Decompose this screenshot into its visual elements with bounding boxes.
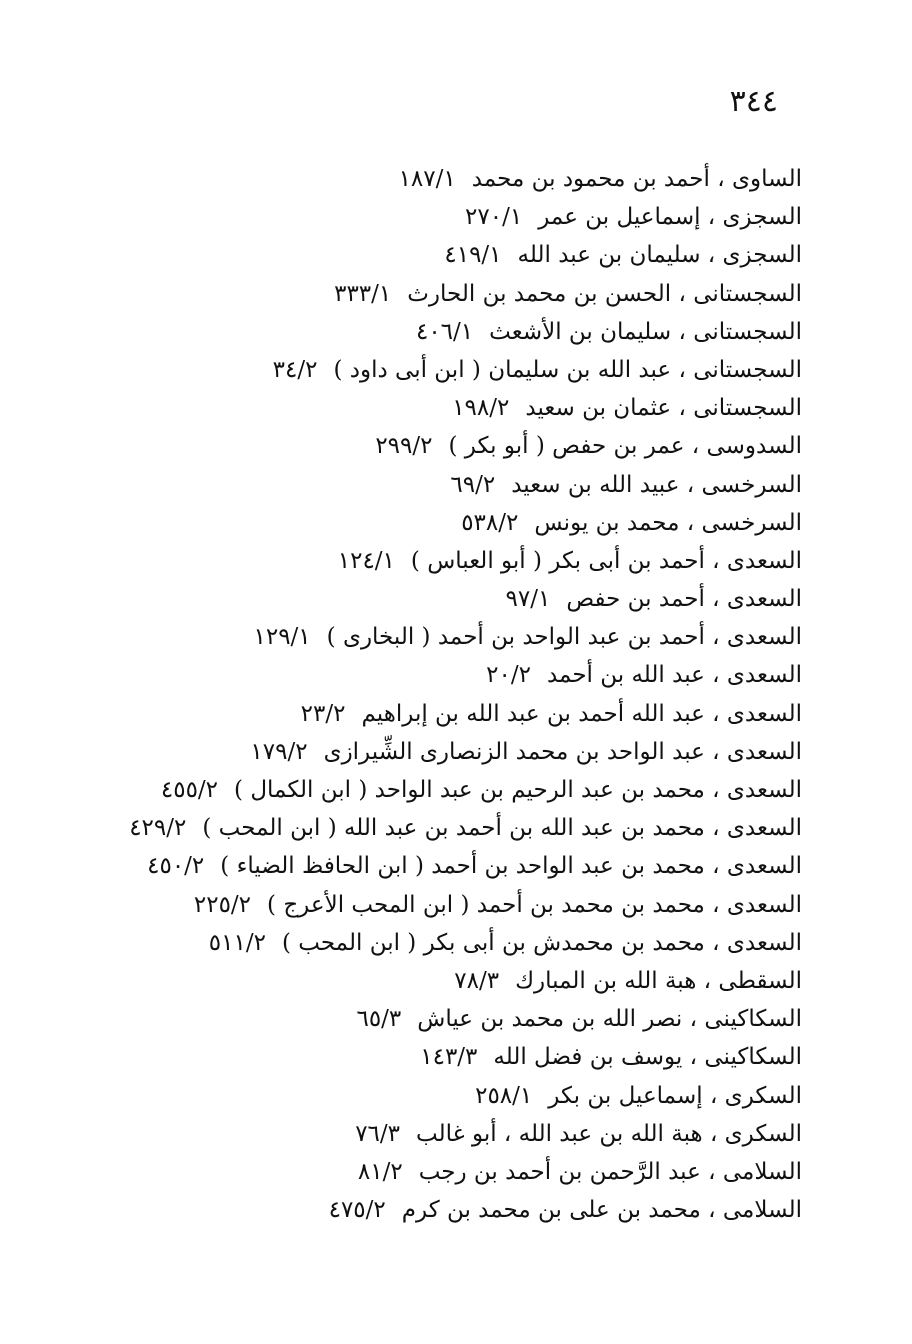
index-entry [62,771,802,809]
entry-name: السرخسى ، محمد بن يونس [534,509,802,536]
entry-name: السجستانى ، عثمان بن سعيد [525,395,802,422]
entry-name: السجستانى ، الحسن بن محمد بن الحارث [407,280,802,307]
index-entry [62,886,802,924]
entry-name: السكرى ، هبة الله بن عبد الله ، أبو غالب [416,1120,802,1147]
index-entry [62,695,802,733]
entry-ref: ٢٠/٢ [486,662,531,689]
index-entry [62,847,802,885]
index-entry [62,466,802,504]
entry-name: السجستانى ، عبد الله بن سليمان ( ابن أبى داود ) [333,356,802,383]
entry-ref: ١٧٩/٢ [250,738,308,765]
entry-ref: ٤٥٥/٢ [160,777,219,803]
index-entry [62,924,802,962]
entry-name: السكاكينى ، نصر الله بن محمد بن عياش [417,1006,802,1033]
entry-name: الساوى ، أحمد بن محمود بن محمد [471,166,802,192]
entry-name: السعدى ، عبد الواحد بن محمد الزنصارى الشِّيرازى [323,738,802,765]
entry-name: السعدى ، عبد الله بن أحمد [546,662,802,689]
entry-ref: ٤٠٦/١ [415,318,474,345]
index-entry [62,389,802,427]
entry-ref: ٣٤/٢ [272,356,318,383]
index-entry [62,1153,802,1191]
index-entry [62,504,802,542]
index-entry [62,275,802,313]
index-entry [62,733,802,771]
entry-name: السعدى ، محمد بن محمد بن أحمد ( ابن المحب الأعرج ) [267,891,802,918]
entry-name: السعدى ، أحمد بن حفص [566,586,802,613]
index-entry [62,198,802,236]
entry-ref: ٢٢٥/٢ [193,891,252,918]
index-entry [62,313,802,351]
entry-name: السعدى ، محمد بن عبد الرحيم بن عبد الواحد ( ابن الكمال ) [234,777,802,803]
index-entry [62,427,802,465]
entry-name: السجستانى ، سليمان بن الأشعث [489,318,802,345]
index-entry [62,618,802,656]
entry-name: السرخسى ، عبيد الله بن سعيد [511,471,802,498]
index-entry [62,656,802,694]
page-number: ٣٤٤ [729,84,778,119]
entry-ref: ٦٩/٢ [450,471,496,498]
index-entry [62,542,802,580]
entry-ref: ٥١١/٢ [208,929,266,956]
entry-ref: ١٤٣/٣ [420,1044,478,1071]
entry-name: السعدى ، أحمد بن أبى بكر ( أبو العباس ) [410,547,802,574]
entry-name: السلامى ، عبد الرَّحمن بن أحمد بن رجب [418,1158,802,1185]
entry-ref: ٧٨/٣ [454,967,500,994]
index-entry [62,1000,802,1038]
entry-ref: ٤٢٩/٢ [129,815,187,842]
entry-ref: ٤٥٠/٢ [147,853,205,880]
entry-ref: ٧٦/٣ [355,1120,400,1147]
index-entry [62,580,802,618]
entry-ref: ١٨٧/١ [398,166,456,192]
entry-name: السعدى ، محمد بن محمدش بن أبى بكر ( ابن المحب ) [281,929,802,956]
index-entry [62,1115,802,1153]
index-entry [62,962,802,1000]
entry-ref: ١٢٩/١ [253,624,311,651]
entry-ref: ٢٩٩/٢ [375,433,433,460]
entry-name: السلامى ، محمد بن على بن محمد بن كرم [401,1197,802,1224]
entry-ref: ٦٥/٣ [356,1006,402,1033]
index-entry [62,1038,802,1076]
entry-name: السجزى ، سليمان بن عبد الله [517,242,802,269]
entry-name: السجزى ، إسماعيل بن عمر [538,204,802,231]
entry-ref: ٢٧٠/١ [465,204,523,231]
index-entry [62,236,802,274]
entry-ref: ٣٣٣/١ [334,280,392,307]
entry-ref: ٥٣٨/٢ [461,509,519,536]
entry-ref: ١٩٨/٢ [452,395,510,422]
entry-name: السدوسى ، عمر بن حفص ( أبو بكر ) [448,433,802,460]
entry-name: السعدى ، محمد بن عبد الله بن أحمد بن عبد الله ( ابن المحب ) [202,815,802,842]
entry-ref: ٩٧/١ [505,586,551,613]
index-entry [62,1077,802,1115]
index-entry [62,809,802,847]
entry-name: السكرى ، إسماعيل بن بكر [548,1082,802,1109]
entry-ref: ٢٥٨/١ [475,1082,533,1109]
index-entry [62,351,802,389]
entry-ref: ١٢٤/١ [337,547,395,574]
entry-name: السعدى ، محمد بن عبد الواحد بن أحمد ( ابن الحافظ الضياء ) [220,853,802,880]
index-entry [62,160,802,198]
index-entries [62,160,802,1229]
entry-ref: ٤٧٥/٢ [328,1197,386,1224]
index-entry [62,1191,802,1229]
entry-name: السعدى ، عبد الله أحمد بن عبد الله بن إبراهيم [361,700,802,727]
entry-ref: ٨١/٢ [357,1158,403,1185]
entry-ref: ٤١٩/١ [444,242,502,269]
entry-name: السقطى ، هبة الله بن المبارك [515,967,802,994]
entry-name: السعدى ، أحمد بن عبد الواحد بن أحمد ( البخارى ) [326,624,802,651]
entry-name: السكاكينى ، يوسف بن فضل الله [493,1044,802,1071]
entry-ref: ٢٣/٢ [300,700,346,727]
